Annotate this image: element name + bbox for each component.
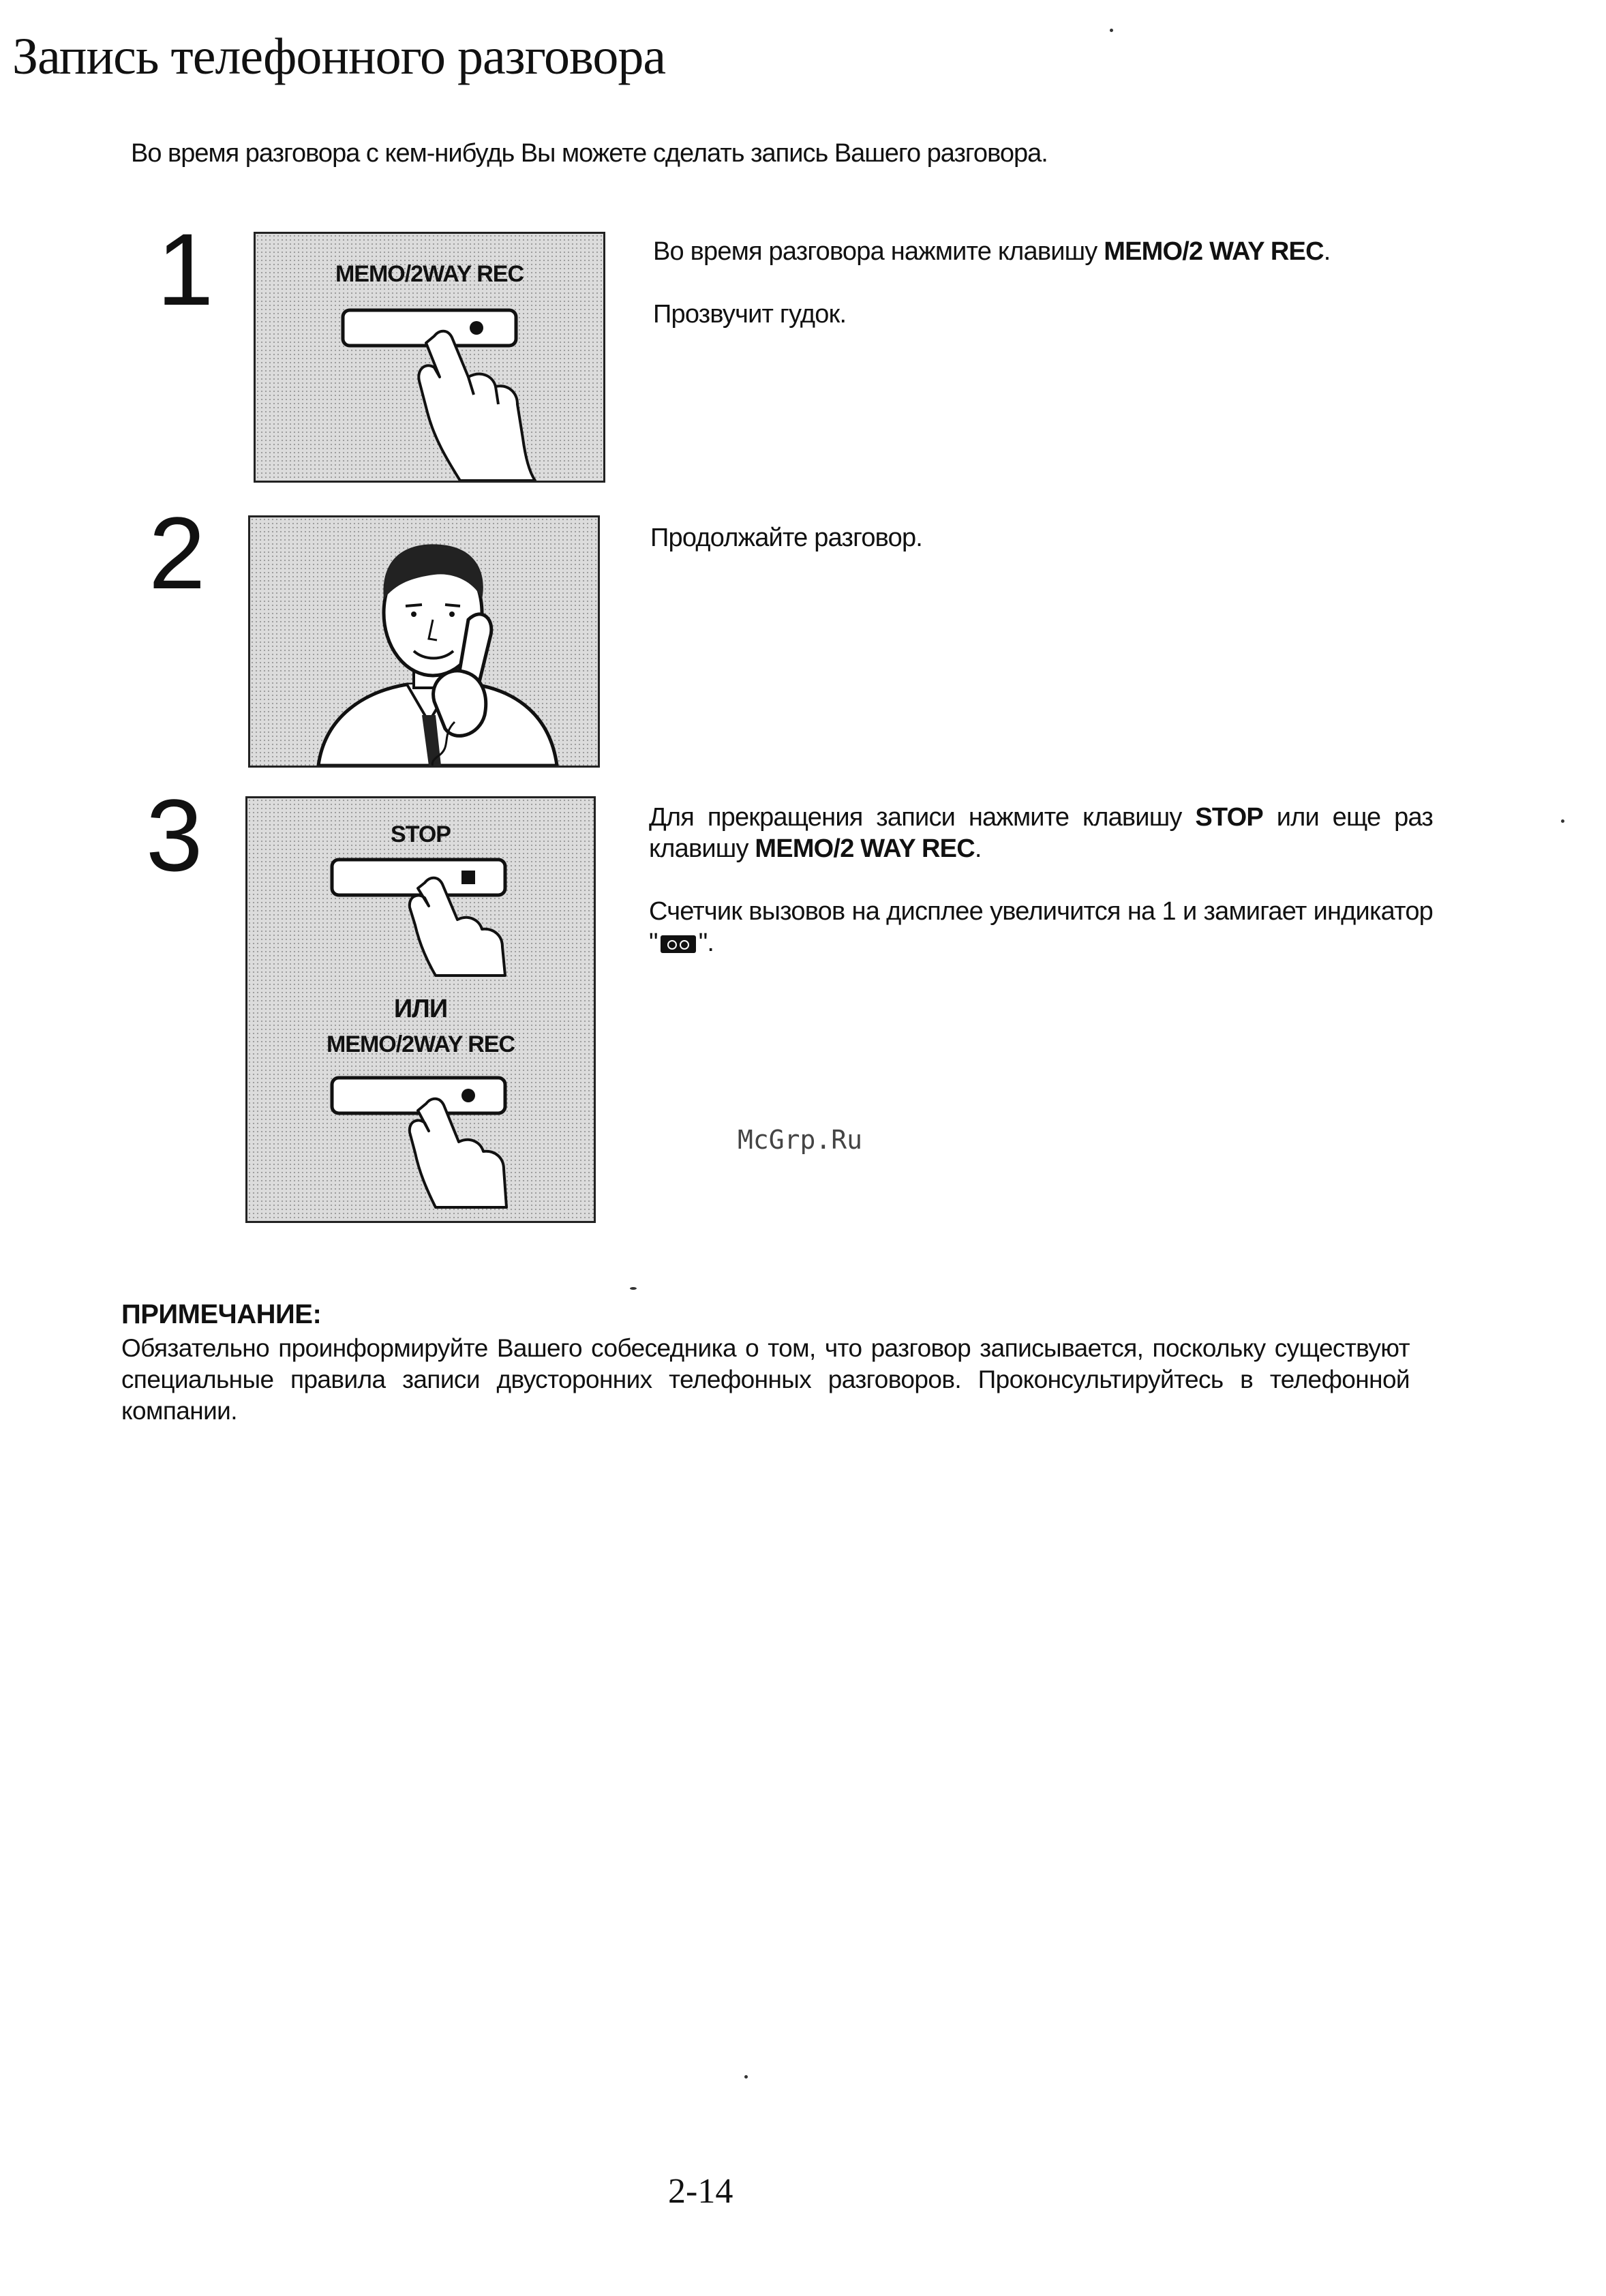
step-1-number: 1 <box>157 212 214 327</box>
scan-speck <box>630 1287 637 1290</box>
memo-2way-rec-key-drawing <box>256 234 603 481</box>
stop-key-name: STOP <box>1195 803 1263 832</box>
step-3-number: 3 <box>146 778 203 892</box>
finger-press-icon <box>410 1099 506 1207</box>
scan-speck <box>1561 819 1564 823</box>
step-1-instruction: Во время разговора нажмите клавишу MEMO/2 WAY REC. <box>653 237 1331 266</box>
memo-key-name-alt: MEMO/2 WAY REC <box>755 834 975 863</box>
scan-speck <box>1110 29 1113 32</box>
step-1-beep-text: Прозвучит гудок. <box>653 300 847 329</box>
intro-text: Во время разговора с кем-нибудь Вы можете сделать запись Вашего разговора. <box>131 139 1048 168</box>
record-dot-icon <box>470 321 483 335</box>
step-3-illustration <box>245 796 596 1223</box>
watermark: McGrp.Ru <box>738 1125 863 1155</box>
finger-press-icon <box>419 331 535 481</box>
page-title: Запись телефонного разговора <box>12 28 666 85</box>
note-heading: ПРИМЕЧАНИЕ: <box>121 1299 322 1329</box>
step-3-counter-text: Счетчик вызовов на дисплее увеличится на 1 и замигает индикатор " ". <box>649 897 1433 957</box>
note-body: Обязательно проинформируйте Вашего собеседника о том, что разговор записывается, поскольку существуют специальные правила записи двусторонних телефонных разговоров. Проконсультируйтесь в телефонной компании. <box>121 1334 1410 1425</box>
step-1-illustration <box>254 232 605 483</box>
memo-key-name: MEMO/2 WAY REC <box>1104 237 1324 266</box>
page-number: 2-14 <box>668 2172 733 2211</box>
stop-square-icon <box>461 871 475 884</box>
scan-speck <box>744 2075 748 2079</box>
or-label: ИЛИ <box>393 995 448 1023</box>
memo-2way-rec-key-alt <box>332 1078 505 1113</box>
man-on-phone-illustration <box>250 517 598 766</box>
step-2-illustration <box>248 515 600 768</box>
memo-key-label: MEMO/2WAY REC <box>335 261 524 287</box>
step-3-keys-drawing <box>247 798 594 1221</box>
step-2-instruction: Продолжайте разговор. <box>650 524 923 552</box>
step-2-number: 2 <box>149 496 206 610</box>
step-3-instruction: Для прекращения записи нажмите клавишу STOP или еще раз клавишу MEMO/2 WAY REC. <box>649 803 1433 863</box>
stop-key-label: STOP <box>391 821 451 847</box>
record-dot-icon <box>461 1089 475 1102</box>
tape-indicator-icon <box>661 935 696 953</box>
memo-key-label-alt: MEMO/2WAY REC <box>326 1031 515 1057</box>
